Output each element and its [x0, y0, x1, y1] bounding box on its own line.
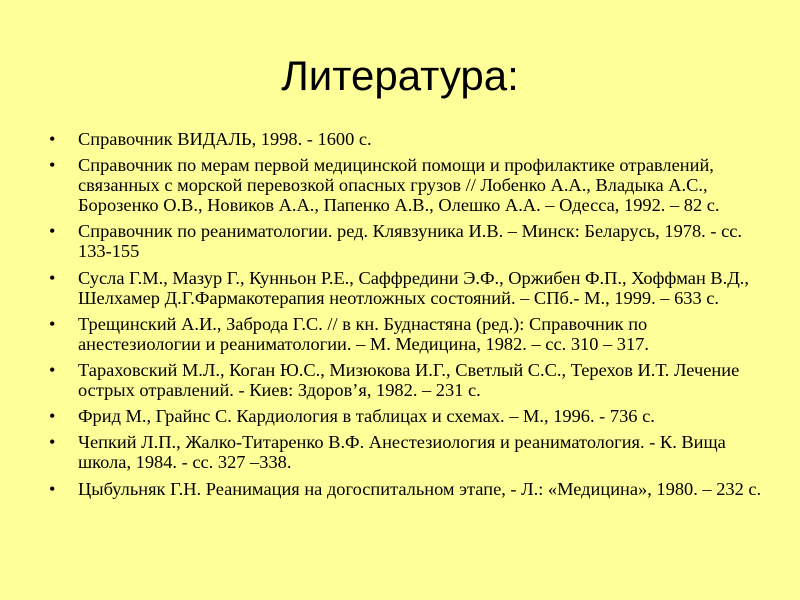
reference-text: Фрид М., Грайнс С. Кардиология в таблицах и схемах. – М., 1996. - 736 с.: [78, 406, 655, 427]
bullet-icon: •: [49, 155, 56, 176]
slide-title: Литература:: [281, 52, 519, 99]
reference-text: Справочник по мерам первой медицинской помощи и профилактике отравлений, связанных с морской перевозкой опасных грузов // Лобенко А.А., Владыка А.С., Борозенко О.В., Новиков А.А., Папенко А.В., Олешко А.А. – Одесса, 1992. – 82 с.: [78, 155, 720, 216]
reference-text: Справочник ВИДАЛЬ, 1998. - 1600 с.: [78, 129, 372, 149]
bullet-icon: •: [49, 129, 56, 149]
bullet-icon: •: [49, 432, 56, 453]
reference-text: Чепкий Л.П., Жалко-Титаренко В.Ф. Анестезиология и реаниматология. - К. Вища школа, 1984. - сс. 327 –338.: [78, 432, 726, 473]
reference-text: Трещинский А.И., Заброда Г.С. // в кн. Буднастяна (ред.): Справочник по анестезиологии и реаниматологии. – М. Медицина, 1982. – сс. 310 – 317.: [78, 313, 649, 354]
reference-text: Справочник по реаниматологии. ред. Клявзуника И.В. – Минск: Беларусь, 1978. - сс. 133-155: [78, 221, 742, 262]
bullet-icon: •: [49, 359, 56, 380]
reference-item: [49, 479, 769, 499]
bullet-icon: •: [49, 478, 56, 499]
bullet-icon: •: [49, 221, 56, 242]
reference-text: Цыбульняк Г.Н. Реанимация на догоспитальном этапе, - Л.: «Медицина», 1980. – 232 с.: [78, 478, 762, 499]
reference-item: [49, 268, 769, 308]
bullet-icon: •: [49, 313, 56, 334]
reference-item: [49, 221, 769, 261]
bullet-icon: •: [49, 406, 56, 427]
reference-list: [49, 129, 769, 505]
reference-item: [49, 129, 769, 149]
reference-item: [49, 406, 769, 426]
bullet-icon: •: [49, 267, 56, 288]
reference-item: [49, 155, 769, 215]
reference-item: [49, 360, 769, 400]
reference-text: Тараховский М.Л., Коган Ю.С., Мизюкова И.Г., Светлый С.С., Терехов И.Т. Лечение острых отравлений. - Киев: Здоров’я, 1982. – 231 с.: [78, 359, 740, 400]
reference-item: [49, 432, 769, 472]
reference-item: [49, 314, 769, 354]
reference-text: Сусла Г.М., Мазур Г., Кунньон Р.Е., Саффредини Э.Ф., Оржибен Ф.П., Хоффман В.Д., Шелхамер Д.Г.Фармакотерапия неотложных состояний. – СПб.- М., 1999. – 633 с.: [78, 267, 749, 308]
